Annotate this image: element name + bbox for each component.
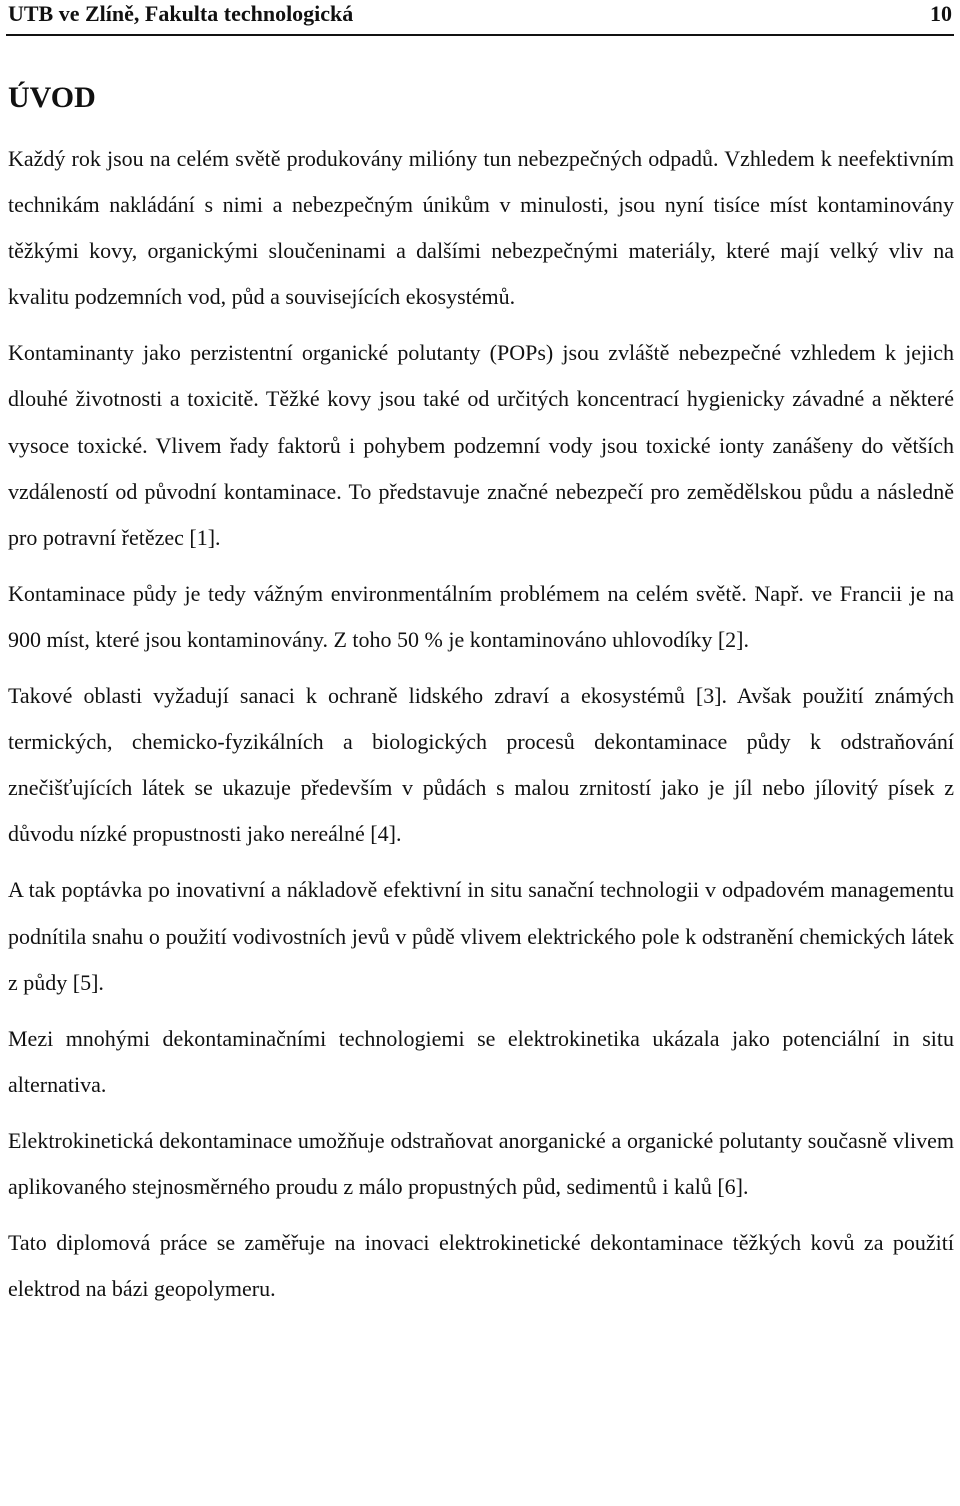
paragraph: Kontaminace půdy je tedy vážným environmentálním problémem na celém světě. Např. ve Francii je na 900 míst, které jsou kontaminovány. Z toho 50 % je kontaminováno uhlovodíky [2]. xyxy=(8,580,954,652)
page-number: 10 xyxy=(930,1,952,26)
body-text xyxy=(8,136,954,1322)
paragraph: A tak poptávka po inovativní a nákladově efektivní in situ sanační technologii v odpadovém managementu podnítila snahu o použití vodivostních jevů v půdě vlivem elektrického pole k odstranění chemických látek z půdy [5]. xyxy=(8,877,954,995)
paragraph: Každý rok jsou na celém světě produkovány milióny tun nebezpečných odpadů. Vzhledem k neefektivním technikám nakládání s nimi a nebezpečným únikům v minulosti, jsou nyní tisíce míst kontaminovány těžkými kovy, organickými sloučeninami a dalšími nebezpečnými materiály, které mají velký vliv na kvalitu podzemních vod, půd a souvisejících ekosystémů. xyxy=(8,146,954,310)
chapter-title: ÚVOD xyxy=(8,81,96,114)
header-title: UTB ve Zlíně, Fakulta technologická xyxy=(8,1,354,26)
paragraph: Mezi mnohými dekontaminačními technologiemi se elektrokinetika ukázala jako potenciální in situ alternativa. xyxy=(8,1025,954,1097)
paragraph: Elektrokinetická dekontaminace umožňuje odstraňovat anorganické a organické polutanty současně vlivem aplikovaného stejnosměrného proudu z málo propustných půd, sedimentů i kalů [6]. xyxy=(8,1127,954,1199)
paragraph: Takové oblasti vyžadují sanaci k ochraně lidského zdraví a ekosystémů [3]. Avšak použití známých termických, chemicko-fyzikálních a biologických procesů dekontaminace půdy k odstraňování znečišťujících látek se ukazuje především v půdách s malou zrnitostí jako je jíl nebo jílovitý písek z důvodu nízké propustnosti jako nereálné [4]. xyxy=(8,683,954,847)
running-header xyxy=(6,0,954,36)
paragraph: Kontaminanty jako perzistentní organické polutanty (POPs) jsou zvláště nebezpečné vzhledem k jejich dlouhé životnosti a toxicitě. Těžké kovy jsou také od určitých koncentrací hygienicky závadné a některé vysoce toxické. Vlivem řady faktorů i pohybem podzemní vody jsou toxické ionty zanášeny do větších vzdáleností od původní kontaminace. To představuje značné nebezpečí pro zemědělskou půdu a následně pro potravní řetězec [1]. xyxy=(8,340,954,550)
paragraph: Tato diplomová práce se zaměřuje na inovaci elektrokinetické dekontaminace těžkých kovů za použití elektrod na bázi geopolymeru. xyxy=(8,1230,954,1302)
